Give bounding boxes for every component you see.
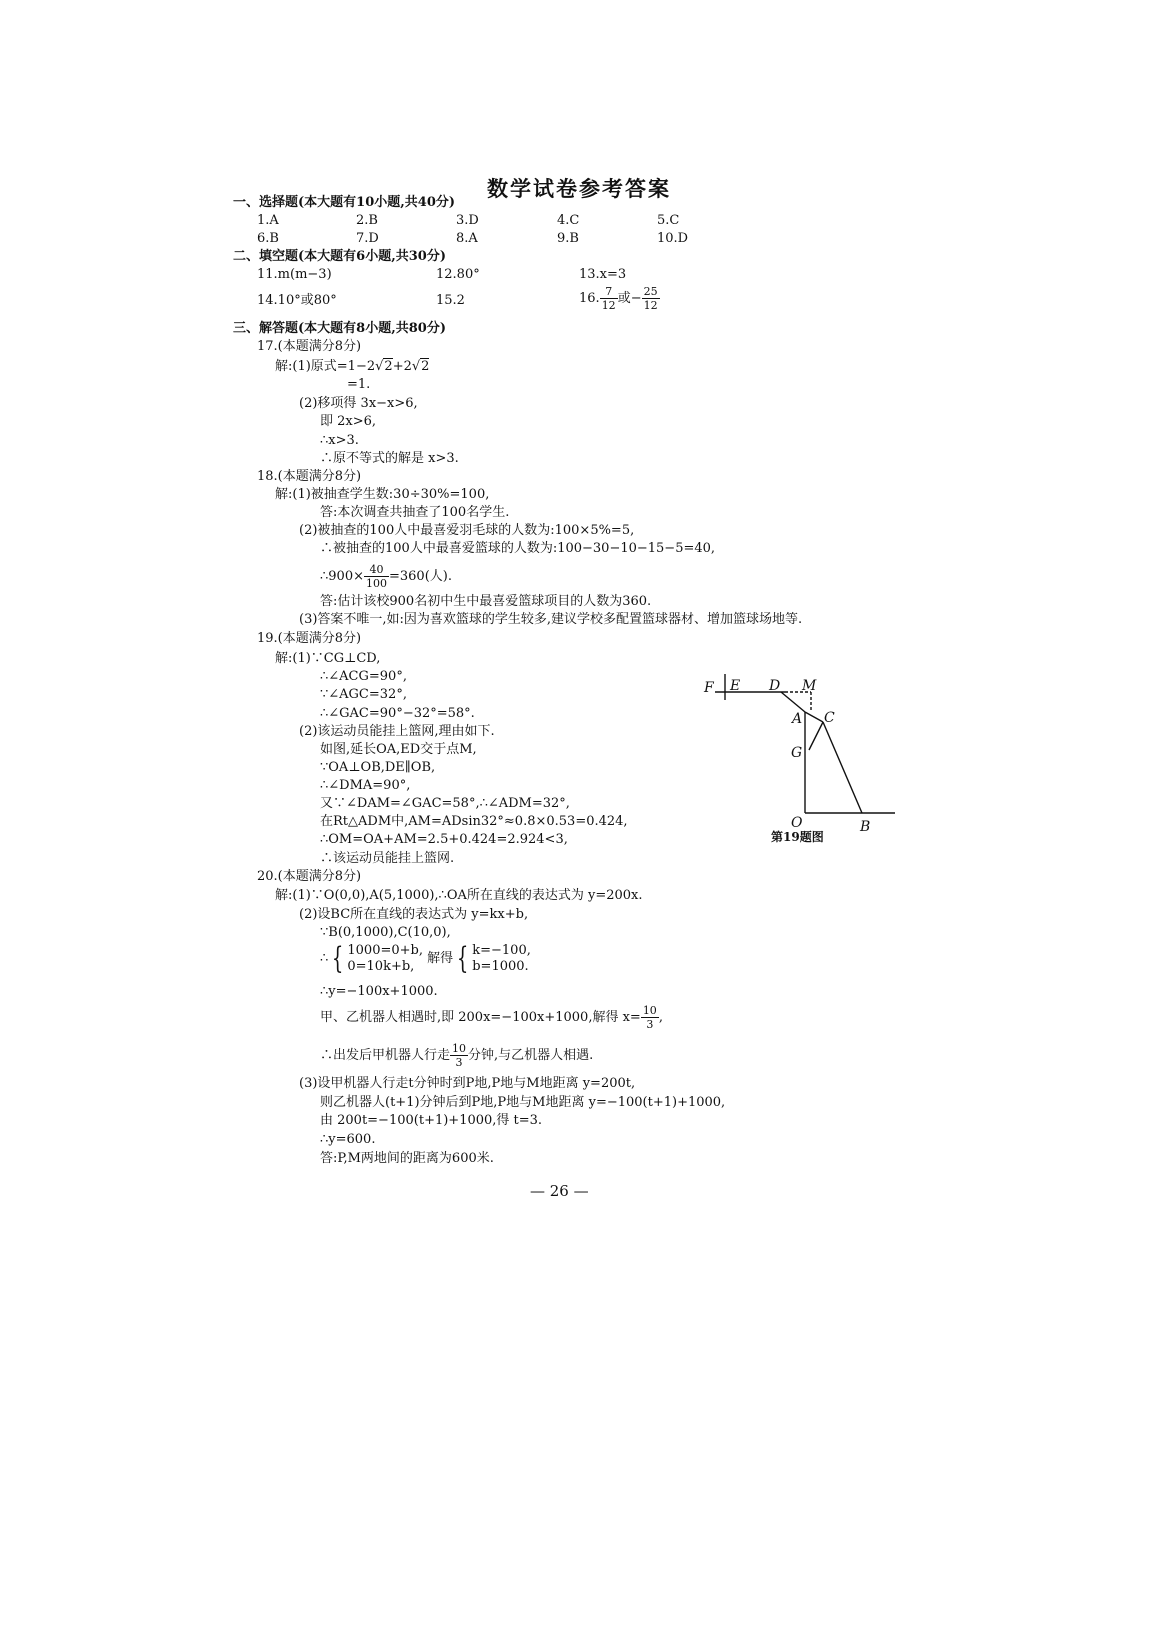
label-m: M <box>802 678 817 694</box>
fraction: $\frac{40}{100}$ <box>365 563 387 590</box>
section-1-header: 一、选择题(本大题有10小题,共40分) <box>233 195 456 210</box>
q20-line-12: 答:P,M两地间的距离为600米. <box>320 1151 494 1166</box>
fraction: $\frac{10}{3}$ <box>642 1004 657 1031</box>
q17-line-2: =1. <box>347 377 371 392</box>
label-o: O <box>791 815 803 831</box>
q19-line-2: ∴∠ACG=90°, <box>320 669 407 684</box>
q19-line-9: 又∵∠DAM=∠GAC=58°,∴∠ADM=32°, <box>320 796 570 811</box>
q20-line-1: 解:(1)∵O(0,0),A(5,1000),∴OA所在直线的表达式为 y=200x. <box>275 888 643 903</box>
q19-line-11: ∴OM=OA+AM=2.5+0.424=2.924<3, <box>320 832 568 847</box>
section-2-header: 二、填空题(本大题有6小题,共30分) <box>233 249 446 264</box>
cb-line <box>823 722 862 813</box>
q20-line-2: (2)设BC所在直线的表达式为 y=kx+b, <box>299 907 529 922</box>
fill-answer-12: 12.80° <box>436 267 480 282</box>
q20-heading: 20.(本题满分8分) <box>257 869 362 884</box>
q18-line-3: (2)被抽查的100人中最喜爱羽毛球的人数为:100×5%=5, <box>299 523 635 538</box>
figure-caption: 第19题图 <box>771 830 824 844</box>
section-3-header: 三、解答题(本大题有8小题,共80分) <box>233 321 446 336</box>
q19-line-6: 如图,延长OA,ED交于点M, <box>320 742 477 757</box>
q20-line-7: ∴出发后甲机器人行走 $\frac{10}{3}$ 分钟,与乙机器人相遇. <box>320 1042 594 1069</box>
mc-answer-7: 7.D <box>356 231 379 246</box>
mc-answer-1: 1.A <box>257 213 279 228</box>
fill-answer-15: 15.2 <box>436 293 465 308</box>
q18-line-6: 答:估计该校900名初中生中最喜爱篮球项目的人数为360. <box>320 594 652 609</box>
mc-answer-8: 8.A <box>456 231 478 246</box>
q17-line-3: (2)移项得 3x−x>6, <box>299 396 418 411</box>
q18-heading: 18.(本题满分8分) <box>257 469 362 484</box>
q19-line-12: ∴该运动员能挂上篮网. <box>320 851 455 866</box>
label-e: E <box>730 678 741 694</box>
fraction: $\frac{7}{12}$ <box>601 285 616 312</box>
cg-line <box>809 722 823 750</box>
q18-line-7: (3)答案不唯一,如:因为喜欢篮球的学生较多,建议学校多配置篮球器材、增加篮球场地等. <box>299 612 803 627</box>
fill-answer-14: 14.10°或80° <box>257 293 337 308</box>
q20-line-3: ∵B(0,1000),C(10,0), <box>320 925 451 940</box>
q17-heading: 17.(本题满分8分) <box>257 339 362 354</box>
mc-answer-10: 10.D <box>657 231 689 246</box>
label-b: B <box>860 819 871 835</box>
q20-line-6: 甲、乙机器人相遇时,即 200x=−100x+1000,解得 x= $\frac{10}{3}$ , <box>320 1004 663 1031</box>
mc-answer-3: 3.D <box>456 213 479 228</box>
fill-answer-16: 16. $\frac{7}{12}$ 或− $\frac{25}{12}$ <box>579 285 658 312</box>
q20-line-9: 则乙机器人(t+1)分钟后到P地,P地与M地距离 y=−100(t+1)+1000, <box>320 1095 726 1110</box>
fraction: $\frac{10}{3}$ <box>452 1042 467 1069</box>
page-number: — 26 — <box>530 1182 589 1200</box>
q18-line-5: ∴900× $\frac{40}{100}$ =360(人). <box>320 563 452 590</box>
q20-line-10: 由 200t=−100(t+1)+1000,得 t=3. <box>320 1113 543 1128</box>
q18-line-1: 解:(1)被抽查学生数:30÷30%=100, <box>275 487 490 502</box>
da-line <box>781 692 805 712</box>
q18-line-2: 答:本次调查共抽查了100名学生. <box>320 505 510 520</box>
q19-heading: 19.(本题满分8分) <box>257 631 362 646</box>
fill-answer-13: 13.x=3 <box>579 267 627 282</box>
label-c: C <box>824 710 835 726</box>
page-title: 数学试卷参考答案 <box>487 176 671 201</box>
q19-geometry-figure <box>695 670 905 850</box>
q19-line-5: (2)该运动员能挂上篮网,理由如下. <box>299 724 495 739</box>
label-f: F <box>704 680 714 696</box>
q19-line-8: ∴∠DMA=90°, <box>320 778 411 793</box>
mc-answer-2: 2.B <box>356 213 378 228</box>
label-a: A <box>792 711 803 727</box>
mc-answer-9: 9.B <box>557 231 579 246</box>
q18-line-4: ∴被抽查的100人中最喜爱篮球的人数为:100−30−10−15−5=40, <box>320 541 716 556</box>
q17-line-1: 解:(1)原式=1−2√2+2√2 <box>275 359 430 374</box>
fill-answer-11: 11.m(m−3) <box>257 267 332 282</box>
q20-line-11: ∴y=600. <box>320 1132 376 1147</box>
q17-line-5: ∴x>3. <box>320 433 359 448</box>
q20-equation-system: ∴ { 1000=0+b, 0=10k+b, 解得 { k=−100, b=1000. <box>320 940 531 976</box>
q19-line-7: ∵OA⊥OB,DE∥OB, <box>320 760 436 775</box>
mc-answer-5: 5.C <box>657 213 680 228</box>
q19-line-3: ∵∠AGC=32°, <box>320 687 407 702</box>
q19-line-4: ∴∠GAC=90°−32°=58°. <box>320 706 475 721</box>
q17-line-6: ∴原不等式的解是 x>3. <box>320 451 459 466</box>
fraction: $\frac{25}{12}$ <box>643 285 658 312</box>
label-g: G <box>791 745 803 761</box>
q17-line-4: 即 2x>6, <box>320 414 377 429</box>
q20-line-5: ∴y=−100x+1000. <box>320 984 438 999</box>
q20-line-8: (3)设甲机器人行走t分钟时到P地,P地与M地距离 y=200t, <box>299 1076 636 1091</box>
q19-line-10: 在Rt△ADM中,AM=ADsin32°≈0.8×0.53=0.424, <box>320 814 628 829</box>
q19-line-1: 解:(1)∵CG⊥CD, <box>275 651 381 666</box>
mc-answer-4: 4.C <box>557 213 580 228</box>
ac-line <box>805 712 823 722</box>
label-d: D <box>769 678 781 694</box>
mc-answer-6: 6.B <box>257 231 279 246</box>
